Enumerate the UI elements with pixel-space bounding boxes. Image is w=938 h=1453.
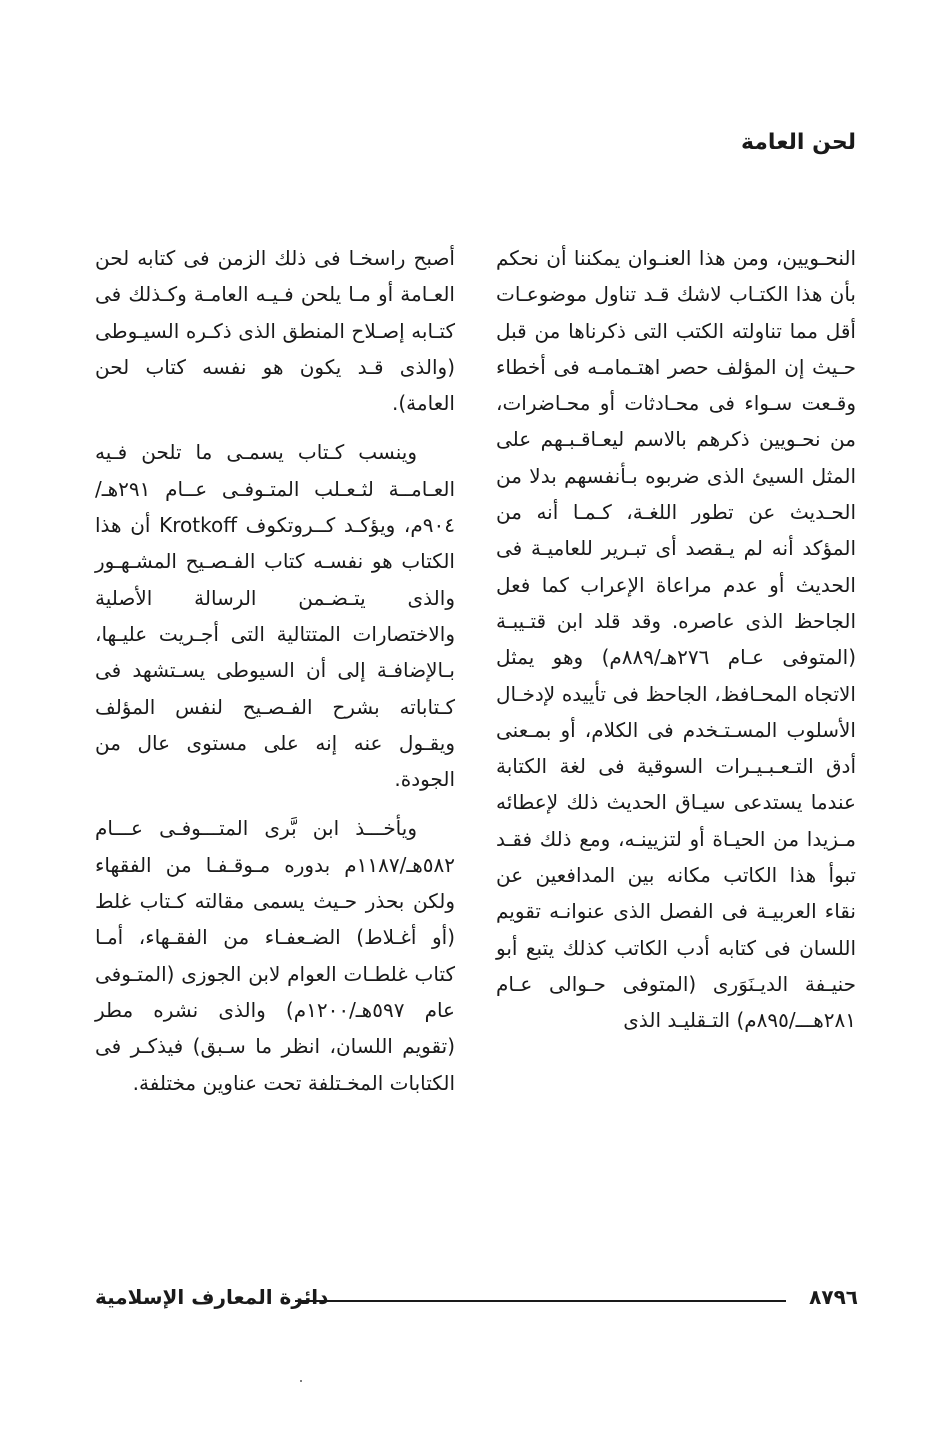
paragraph: النحـويين، ومن هذا العنـوان يمكننا أن نحكم بأن هذا الكتـاب لاشك قـد تناول موضوعـات أقل مما تناولته الكتب التى ذكرناها من قبل حـيث إن المؤلف حصر اهتـمامـه فى أخطاء وقـعت سـواء فى محـادثات أو محـاضرات، من نحـويين ذكرهم بالاسم ليعـاقـبـهم على المثل السيئ الذى ضربوه بـأنفسهم بدلا من الحـديث عن تطور اللغـة، كـمـا أنه من المؤكد أنه لم يـقصد أى تبـرير للعاميـة فى الحديث أو عدم مراعاة الإعراب كما فعل الجاحظ الذى عاصره. وقد قلد ابن قتـيبـة (المتوفى عـام ٢٧٦هـ/٨٨٩م) وهو يمثل الاتجاه المحـافظ، الجاحظ فى تأييده لإدخـال الأسلوب المسـتـخدم فى الكلام، أو بمـعنى أدق التـعـبـيـرات السوقية فى لغة الكتابة عندما يستدعى سيـاق الحديث ذلك لإعطائه مـزيدا من الحيـاة أو لتزيينـه، ومع ذلك فقـد تبوأ هذا الكاتب مكانه بين المدافعين عن نقاء العربيـة فى الفصل الذى عنوانـه تقويم اللسان فى كتابه أدب الكاتب كذلك يتبع أبو حنيـفة الديـنَوَرى (المتوفى حـوالى عـام ٢٨١هـــ/٨٩٥م) التـقليـد الذى: [496, 246, 856, 1033]
footer-divider: [295, 1300, 786, 1302]
right-text-column: [496, 240, 856, 1052]
paragraph: أصبح راسخـا فى ذلك الزمن فى كتابه لحن العـامة أو مـا يلحن فـيـه العامـة وكـذلك فى كتـابه إصـلاح المنطق الذى ذكـره السيـوطى (والذى قـد يكون هو نفسه كتاب لحن العامة).: [95, 246, 455, 416]
left-text-column: [95, 240, 455, 1114]
publication-title: دائرة المعارف الإسلامية: [95, 1285, 329, 1309]
page-number: ٨٧٩٦: [809, 1285, 858, 1309]
paragraph: ويأخـــذ ابن بَّرى المتـــوفـى عـــام ٥٨٢هـ/١١٨٧م بدوره مـوقـفـا من الفقهاء ولكن بحذر حـيث يسمى مقالته كـتاب غلط (أو أغـلاط) الضـعفـاء من الفقـهاء، أمـا كتاب غلطـات العوام لابن الجوزى (المتـوفى عام ٥٩٧هـ/١٢٠٠م) والذى نشره مطر (تقويم اللسان، انظر ما سـبق) فيذكـر فى الكتابات المخـتلفة تحت عناوين مختلفة.: [95, 816, 455, 1095]
print-speck: [300, 1380, 302, 1382]
page-footer: [95, 1285, 858, 1315]
running-header-title: لحن العامة: [740, 130, 856, 155]
paragraph: وينسب كـتاب يسمـى ما تلحن فـيه العـامــة لثـعـلب المتـوفـى عــام ٢٩١هـ/٩٠٤م، ويؤكـد كــروتكوف Krotkoff أن هذا الكتاب هو نفسـه كتاب الفـصـيح المشـهـور والذى يتـضـمن الرسالة الأصلية والاختصارات المتتالية التى أجـريت عليـها، بـالإضافـة إلى أن السيوطى يسـتشهد فى كـتاباته بشرح الفـصـيح لنفس المؤلف ويقـول عنه إنه على مستوى عال من الجودة.: [95, 440, 455, 792]
